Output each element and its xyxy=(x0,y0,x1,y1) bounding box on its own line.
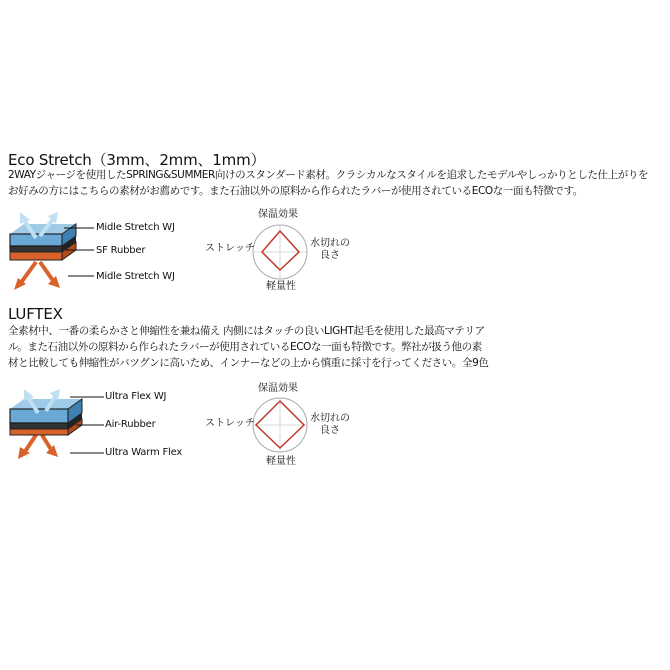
section2-title: LUFTEX xyxy=(8,305,63,323)
section2-radar-left: ストレッチ xyxy=(205,418,255,429)
section2-desc-line-2: ル。また石油以外の原料から作られたラバーが使用されているECOな一面も特徴です。弊社が扱う他の素 xyxy=(8,341,482,353)
section2-bottom-layer xyxy=(10,429,68,435)
section1-radar-bottom: 軽量性 xyxy=(266,281,296,292)
section2-layer-label-1: Ultra Flex WJ xyxy=(105,391,167,402)
section2-desc-line-3: 材と比較しても伸縮性がバツグンに高いため、インナーなどの上から慎重に採寸を行ってください。全9色 xyxy=(8,357,489,369)
section2-layer-label-3: Ultra Warm Flex xyxy=(105,447,183,458)
section2-desc-line-1: 全素材中、一番の柔らかさと伸縮性を兼ね備え 内側にはタッチの良いLIGHT起毛を使用した最高マテリア xyxy=(8,325,485,337)
section1-layer-label-3: Midle Stretch WJ xyxy=(96,271,175,282)
section2-layer-label-2: Air-Rubber xyxy=(105,419,156,430)
section1-layer-diagram xyxy=(6,212,96,292)
section1-middle-layer xyxy=(10,246,62,252)
section1-radar-top: 保温効果 xyxy=(258,209,298,220)
section2-bottom-arrows-icon xyxy=(18,435,58,459)
section1-bottom-layer xyxy=(10,252,62,260)
section1-desc-line-2: お好みの方にはこちらの素材がお薦めです。また石油以外の原料から作られたラバーが使用されているECOな一面も特徴です。 xyxy=(8,185,583,197)
section2-layer-diagram xyxy=(6,387,106,463)
section1-radar-right: 水切れの 良さ xyxy=(310,238,350,261)
section1-radar-shape xyxy=(262,231,299,270)
section2-radar-chart xyxy=(251,396,309,454)
section2-radar-right: 水切れの 良さ xyxy=(310,413,350,436)
section1-desc-line-1: 2WAYジャージを使用したSPRING&SUMMER向けのスタンダード素材。クラシカルなスタイルを追求したモデルやしっかりとした仕上がりを xyxy=(8,169,649,181)
section1-radar-chart xyxy=(251,223,309,281)
section2-radar-top: 保温効果 xyxy=(258,383,298,394)
section1-radar-left: ストレッチ xyxy=(205,243,255,254)
section1-bottom-arrows-icon xyxy=(14,262,60,290)
section2-radar-bottom: 軽量性 xyxy=(266,456,296,467)
section1-layer-label-2: SF Rubber xyxy=(96,245,146,256)
section1-layer-label-1: Midle Stretch WJ xyxy=(96,222,175,233)
section1-title: Eco Stretch（3mm、2mm、1mm） xyxy=(8,151,266,169)
section2-middle-layer xyxy=(10,423,68,429)
